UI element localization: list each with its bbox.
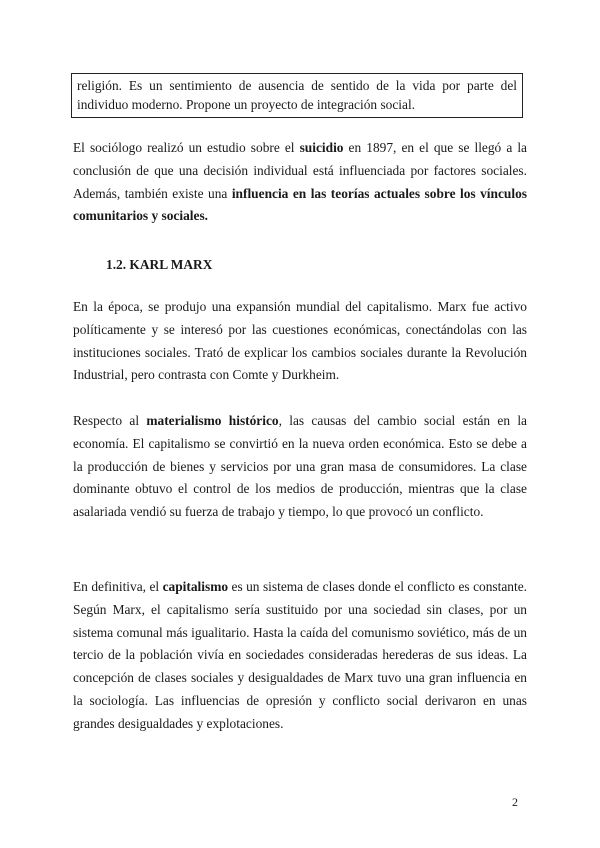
paragraph-capitalism [73,576,527,736]
paragraph-historical-materialism [73,410,527,524]
page-number: 2 [512,795,518,809]
paragraph-3-text-a: Respecto al [73,413,147,428]
paragraph-1-bold-influencia: influencia en las teorías actuales sobre los vínculos comunitarios y sociales. [73,185,527,224]
boxed-text-fragment [71,73,523,118]
paragraph-4-text-a: En definitiva, el [73,579,163,594]
paragraph-4-text-c: es un sistema de clases donde el conflicto es constante. Según Marx, el capitalismo sería sustituido por una sociedad sin clases, por un sistema comunal más igualitario. Hasta la caída del comunismo soviético, más de un tercio de la población vivía en sociedades consideradas herederas de sus ideas. La concepción de clases sociales y desigualdades de Marx tuvo una gran influencia en la sociología. Las influencias de opresión y conflicto social derivaron en unas grandes desigualdades y explotaciones. [73,579,527,731]
paragraph-suicide-study [73,137,527,228]
paragraph-1-text-c: en 1897, en el que se llegó a la conclusión de que una decisión individual está influenciada por factores sociales. Además, también existe una [73,140,527,201]
paragraph-3-text-c: , las causas del cambio social están en la economía. El capitalismo se convirtió en la nueva orden económica. Esto se debe a la producción de bienes y servicios por una gran masa de consumidores. La clase dominante obtuvo el control de los medios de producción, mientras que la clase asalariada vendió su fuerza de trabajo y tiempo, lo que provocó un conflicto. [73,413,527,520]
paragraph-4-bold-capitalismo: capitalismo [162,579,229,594]
paragraph-1-text-a: El sociólogo realizó un estudio sobre el [73,140,300,155]
boxed-text: religión. Es un sentimiento de ausencia de sentido de la vida por parte del individuo moderno. Propone un proyecto de integración social. [77,78,517,112]
paragraph-marx-intro: En la época, se produjo una expansión mundial del capitalismo. Marx fue activo políticamente y se interesó por las cuestiones económicas, conectándolas con las instituciones sociales. Trató de explicar los cambios sociales durante la Revolución Industrial, pero contrasta con Comte y Durkheim. [73,299,527,383]
paragraph-1-bold-suicidio: suicidio [299,140,344,155]
paragraph-3-bold-materialismo: materialismo histórico [146,413,279,428]
section-heading: 1.2. KARL MARX [106,257,213,272]
